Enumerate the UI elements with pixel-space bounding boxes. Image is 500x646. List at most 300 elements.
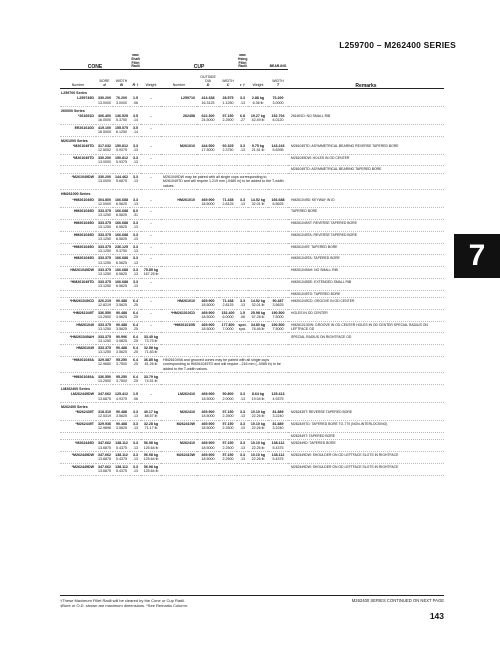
- table-row: [60, 298, 444, 310]
- cup-fillet-radius: spcl. spcl.: [238, 322, 247, 331]
- remarks: HM261049TA: TAPERED BORE: [288, 255, 444, 267]
- cone-weight: 56.98 kg 125.64 lb: [141, 452, 161, 464]
- cup-outside-diameter: [197, 208, 219, 220]
- cup-outside-diameter: 414.338 16.3125: [197, 95, 219, 106]
- remarks: M262449T: TAPERED BORE: [288, 432, 444, 440]
- cup-weight: [248, 208, 268, 220]
- cup-fillet-radius: [237, 154, 248, 166]
- cup-number: [161, 267, 197, 279]
- cup-fillet-radius: 3.3 .13: [237, 143, 248, 154]
- cup-outside-diameter: [197, 432, 219, 440]
- remarks: 261691D: NO SMALL RIB: [288, 113, 444, 124]
- cone-fillet-radius: 3.3 .13: [130, 154, 141, 166]
- cone-width: 90.488 3.5625: [113, 309, 130, 321]
- table-row: [60, 333, 444, 345]
- series-heading: M262400 Series: [61, 405, 88, 410]
- cup-width: 71.438 2.8125: [219, 196, 237, 207]
- cone-width: 166.688 6.5625: [115, 232, 128, 242]
- cone-number: *M262449DW: [60, 452, 96, 464]
- cone-fillet-radius: 3.3 .13: [130, 409, 141, 420]
- cone-number-header: Number: [60, 70, 96, 89]
- cone-width: 166.688 6.5625: [115, 268, 128, 277]
- cup-number: [161, 463, 197, 475]
- remarks-header: Remarks: [288, 54, 444, 89]
- bearing-width: [268, 231, 288, 243]
- remarks: HM261010DW: GROOVE IN OD CENTER HOLES IN OD CENTER SPECIAL RADIUS ON LEFTFACE OD: [288, 321, 444, 333]
- cone-bore: 336.550 13.2500: [98, 374, 111, 383]
- remarks: [288, 373, 444, 385]
- bearing-width-header: WIDTH T: [268, 70, 288, 89]
- cone-width: 76.200 3.0000: [113, 95, 130, 106]
- cup-fillet-radius: [237, 243, 248, 255]
- cone-width: 166.688 6.5625: [115, 279, 128, 289]
- cone-fillet-radius: 6.4 .25: [130, 345, 141, 357]
- cone-bore: 330.200 13.0000: [98, 155, 111, 164]
- cup-width: [219, 432, 237, 440]
- cone-fillet-radius: 3.3 .13: [130, 420, 141, 432]
- cup-outside-diameter: 469.900 18.5000: [197, 420, 219, 432]
- cone-bore: [96, 166, 113, 174]
- footnote: †These Maximum Fillet Radii will be cleared by the Cone or Cup Radii.: [60, 598, 186, 603]
- continued-notice: M262400 SERIES CONTINUED ON NEXT PAGE: [351, 598, 444, 603]
- cup-fillet-radius: [237, 255, 248, 267]
- cone-fillet-radius: [130, 432, 141, 440]
- cup-number: [161, 290, 197, 298]
- cone-weight: 33.79 kg 74.51 lb: [141, 373, 161, 385]
- series-heading-row: [60, 190, 444, 197]
- cup-number: [161, 154, 197, 166]
- cone-fillet-radius: 3.3 .13: [130, 143, 141, 154]
- remarks: [288, 124, 444, 136]
- cup-weight: [248, 278, 268, 290]
- cup-width: [219, 208, 237, 220]
- cone-number: *HM261049D: [60, 196, 96, 207]
- cup-outside-diameter: [197, 267, 219, 279]
- cup-width: [219, 463, 237, 475]
- cone-number: *HM261049D: [60, 243, 96, 255]
- cup-outside-diameter: 469.900 18.5000: [197, 309, 219, 321]
- table-row: [60, 309, 444, 321]
- cone-number: [60, 166, 96, 174]
- cup-width: 57.150 2.2500: [219, 113, 237, 124]
- cup-outside-diameter: 469.900 18.5000: [197, 440, 219, 452]
- cone-width: 138.112 5.4375: [113, 440, 130, 452]
- remarks: M261049TD: ASYMMETRICAL BEARING REVERSE TAPERED BORE: [288, 143, 444, 154]
- footnotes: [60, 598, 188, 608]
- bearing-width: 143.243 5.6395: [268, 143, 288, 154]
- cone-width: 90.996 3.5825: [113, 333, 130, 345]
- cup-weight: [248, 166, 268, 174]
- cone-width: 138.112 5.4375: [113, 463, 130, 475]
- bearing-width: 190.500 7.5000: [268, 321, 288, 333]
- series-heading: L259700 Series: [61, 91, 87, 96]
- cone-bore: 318.310 12.5319: [98, 410, 111, 419]
- cone-fillet-radius: 3.3 .13: [130, 219, 141, 231]
- remarks: M262449DW: SHOULDER ON OD LEFTFACE SLOTS IN RIGHTFACE: [288, 463, 444, 475]
- cup-weight: 8.64 kg 19.04 lb: [248, 391, 268, 402]
- cup-number: [161, 255, 197, 267]
- cup-fillet-radius: 3.3 .13: [237, 298, 248, 310]
- cone-r-header: R †: [130, 70, 141, 89]
- cup-fillet-radius: [237, 333, 248, 345]
- cup-outside-diameter: [197, 345, 219, 357]
- cone-width: 144.462 5.6875: [113, 173, 130, 189]
- cone-weight: -: [141, 208, 161, 220]
- cone-number: HM261049D: [60, 255, 96, 267]
- table-row: [60, 290, 444, 298]
- cone-weight: -: [141, 298, 161, 310]
- cup-outside-diameter: [197, 154, 219, 166]
- cup-weight: 10.10 kg 22.26 lb: [248, 452, 268, 464]
- cup-number: [161, 219, 197, 231]
- cone-number: *M262449DW: [60, 463, 96, 475]
- cup-width: 71.438 2.8125: [219, 298, 237, 310]
- cup-width: [219, 154, 237, 166]
- cup-number: M262410W: [161, 420, 197, 432]
- bearing-width: 152.704 6.0120: [268, 113, 288, 124]
- cone-fillet-radius: 3.3 .13: [130, 440, 141, 452]
- remarks: [288, 95, 444, 106]
- cone-width: 90.488 3.5625: [113, 298, 130, 310]
- remarks: HM261049XT: REVERSE TAPERED BORE: [288, 219, 444, 231]
- bearing-width: [268, 243, 288, 255]
- cup-width: 57.150 2.2500: [219, 409, 237, 420]
- cup-weight: [248, 463, 268, 475]
- cone-weight: -: [141, 124, 161, 136]
- cone-weight: -: [141, 219, 161, 231]
- table-row: [60, 278, 444, 290]
- cup-number: 262458: [161, 113, 197, 124]
- cone-weight: 56.98 kg 125.64 lb: [141, 463, 161, 475]
- cup-fillet-radius: 3.3 .13: [237, 440, 248, 452]
- bearing-width: [268, 432, 288, 440]
- cup-number: [161, 432, 197, 440]
- cone-bore: 333.375 13.1250: [98, 279, 111, 289]
- cup-fillet-radius: [237, 345, 248, 357]
- cone-bore: 333.375 13.1250: [98, 221, 111, 230]
- cup-width: [219, 290, 237, 298]
- cone-number: [60, 432, 96, 440]
- cup-width: [219, 231, 237, 243]
- cone-width: 150.812 5.9375: [115, 155, 128, 164]
- cone-bore: 333.375 13.1250: [98, 334, 111, 343]
- cone-number: EE261610D: [60, 124, 96, 136]
- cone-bore: 333.375 13.1250: [98, 268, 111, 277]
- table-row: [60, 409, 444, 420]
- cup-number: [161, 333, 197, 345]
- cone-bore: [96, 432, 113, 440]
- cup-weight: [248, 154, 268, 166]
- series-heading-row: [60, 385, 444, 392]
- bearing-width: [268, 333, 288, 345]
- cup-fillet-radius: 3.3 .13: [237, 420, 248, 432]
- cup-fillet-radius: [237, 278, 248, 290]
- cone-fillet-radius: 3.3 .13: [130, 255, 141, 267]
- cup-width: [219, 166, 237, 174]
- cone-fillet-radius: 6.4 .25: [130, 356, 141, 372]
- cone-number: *M261049TD: [60, 143, 96, 154]
- cone-bore: 406.400 16.0000: [98, 114, 111, 123]
- table-row: [60, 143, 444, 154]
- remarks: [288, 173, 444, 189]
- series-heading-row: [60, 403, 444, 410]
- cone-fillet-radius: 1.5 .06: [130, 391, 141, 402]
- remarks: HM261049D: KEYWAY IN ID: [288, 196, 444, 207]
- cone-width: 166.688 6.5625: [115, 197, 128, 206]
- remarks: M262449D: TAPERED BORE: [288, 440, 444, 452]
- cone-bore: 329.387 12.9680: [96, 356, 113, 372]
- cone-number: *261691D: [60, 113, 96, 124]
- cone-width: 136.525 5.3750: [115, 114, 128, 123]
- footer-divider: [60, 595, 444, 596]
- cone-number: HM261049: [60, 321, 96, 333]
- cup-outside-diameter: 622.300 24.5000: [197, 113, 219, 124]
- bearing-width: 90.487 3.5625: [268, 298, 288, 310]
- cup-fillet-radius: [237, 124, 248, 136]
- cup-outside-diameter: [197, 231, 219, 243]
- cup-number: [161, 124, 197, 136]
- cone-fillet-radius: 3.5 .14: [130, 124, 141, 136]
- cup-weight: [248, 290, 268, 298]
- remarks: HM261049CD: GROOVE IN OD CENTER: [288, 298, 444, 310]
- cup-fillet-radius: [237, 219, 248, 231]
- cup-weight: 14.52 kg 32.01 lb: [248, 196, 268, 207]
- table-row: [60, 463, 444, 475]
- cone-bore: 333.375 13.1250: [98, 346, 111, 355]
- cone-bore: 330.200 13.0000: [98, 96, 111, 105]
- cone-bore: 333.375 13.1250: [98, 244, 111, 253]
- cone-fillet-radius: [130, 166, 141, 174]
- cup-width: [219, 243, 237, 255]
- cone-bore: 347.662 13.6875: [98, 453, 111, 462]
- cone-number: HM261049D: [60, 219, 96, 231]
- cup-weight: 9.75 kg 21.51 lb: [248, 143, 268, 154]
- remarks: M261049TD: ASYMMETRICAL BEARING TAPERED BORE: [288, 166, 444, 174]
- cup-number: *HM261010B: [161, 321, 197, 333]
- cone-radius-header: Max Shaft Fillet Radii: [131, 54, 140, 69]
- cup-number: [161, 208, 197, 220]
- cone-fillet-radius: 8.0 .31: [130, 208, 141, 220]
- cone-width: 166.688 6.5625: [115, 209, 128, 218]
- remarks: [288, 345, 444, 357]
- cone-number: *M262449T: [60, 420, 96, 432]
- cup-weight: [248, 267, 268, 279]
- cone-number: *M262439T: [60, 409, 96, 420]
- cup-outside-diameter: [197, 463, 219, 475]
- cup-number: [161, 278, 197, 290]
- remarks: HM261049DE: EXTENDED SMALL RIB: [288, 278, 444, 290]
- cup-number: [161, 243, 197, 255]
- cup-weight: 34.80 kg 76.46 lb: [248, 321, 268, 333]
- bearing-header: BEAR-ING: [268, 54, 288, 70]
- remarks: [288, 356, 444, 372]
- bearing-table-container: [60, 54, 444, 476]
- cone-bore: 347.662 13.6875: [98, 464, 111, 474]
- cup-outside-diameter: 469.900 18.5000: [197, 452, 219, 464]
- table-row: [60, 267, 444, 279]
- cone-fillet-radius: 3.3 .13: [130, 173, 141, 189]
- cup-width: [219, 345, 237, 357]
- cone-fillet-radius: 3.3 .13: [130, 463, 141, 475]
- cone-bore: 347.662 13.6875: [98, 441, 111, 450]
- cone-fillet-radius: 6.4 .25: [130, 298, 141, 310]
- cup-radius-header: Max Hsing Fillet Radii: [238, 54, 248, 69]
- cup-fillet-radius: 3.3 .13: [237, 196, 248, 207]
- table-row: [60, 373, 444, 385]
- cone-width: 138.112 5.4375: [113, 452, 130, 464]
- cone-number: LM262449DW: [60, 391, 96, 402]
- cone-number: *HM261049A: [60, 356, 96, 372]
- cup-weight: 10.10 kg 22.26 lb: [248, 420, 268, 432]
- bearing-width: 81.889 3.2240: [268, 420, 288, 432]
- cup-fillet-radius: 6.8 .27: [237, 113, 248, 124]
- cone-bore: 333.375 13.1250: [98, 232, 111, 242]
- od-header: OUTSIDE DIA D: [197, 70, 219, 89]
- cup-width: 28.575 1.1250: [219, 95, 237, 106]
- cone-fillet-radius: 3.3 .13: [130, 278, 141, 290]
- bearing-table-body: [60, 89, 444, 475]
- cup-outside-diameter: 469.900 18.5000: [197, 298, 219, 310]
- cup-width: 57.150 2.2500: [219, 440, 237, 452]
- cup-fillet-radius: [237, 267, 248, 279]
- cup-number: M261010: [161, 143, 197, 154]
- cone-number: [60, 290, 96, 298]
- pairing-note: M261049DW may be paired with all single cups corresponding to M261049TD and will require 1.219 mm (.0480 in) to be added to the T-width values.: [161, 173, 288, 189]
- cone-number: HM261049D: [60, 231, 96, 243]
- cup-width-header: WIDTH C: [219, 70, 237, 89]
- pairing-note: HM261049A and grooved cones may be paired with all single cups corresponding to HM261049TD and will require -.216 mm (-.0085 in) to be added to the T-width values.: [161, 356, 288, 372]
- bearing-width: [268, 219, 288, 231]
- cone-width: 150.812 5.9375: [115, 143, 128, 153]
- table-row: [60, 219, 444, 231]
- cone-fillet-radius: [130, 290, 141, 298]
- cup-number: HM261010: [161, 298, 197, 310]
- table-row: [60, 420, 444, 432]
- cone-width: 90.488 3.5625: [113, 345, 130, 357]
- cup-weight: [248, 345, 268, 357]
- cone-number: HM261049D: [60, 208, 96, 220]
- cone-fillet-radius: 3.3 .13: [130, 231, 141, 243]
- bearing-width: 190.500 7.5000: [268, 309, 288, 321]
- cup-width: [219, 124, 237, 136]
- cup-outside-diameter: 469.900 18.5000: [197, 321, 219, 333]
- cup-weight: 2.88 kg 6.36 lb: [248, 95, 268, 106]
- cone-bore: [96, 290, 113, 298]
- bore-header: BORE d: [96, 70, 113, 89]
- bearing-width: 138.112 5.4375: [268, 440, 288, 452]
- cone-fillet-radius: 3.3 .13: [130, 267, 141, 279]
- table-row: [60, 391, 444, 402]
- cup-weight: [248, 333, 268, 345]
- cone-bore: 329.936 12.9896: [98, 422, 111, 431]
- bearing-table: [60, 54, 444, 476]
- bearing-width: [268, 208, 288, 220]
- cup-outside-diameter: 469.900 18.5000: [197, 409, 219, 420]
- remarks: HM261049T: TAPERED BORE: [288, 243, 444, 255]
- cup-fillet-radius: [237, 166, 248, 174]
- remarks: M262449TD: TAPERED BORE TO-770 (NON-INTERLOCKING): [288, 420, 444, 432]
- cone-width: 236.125 9.3750: [115, 244, 128, 253]
- footnote: ‡Bore or O.D. shown are maximum dimensions. *See Remarks Column.: [60, 603, 189, 608]
- series-heading-row: [60, 107, 444, 114]
- cup-weight: 10.10 kg 22.26 lb: [248, 440, 268, 452]
- cone-fillet-radius: 3.3 .13: [130, 452, 141, 464]
- cone-weight: -: [141, 278, 161, 290]
- cone-number: *M262449D: [60, 440, 96, 452]
- cone-weight: [141, 290, 161, 298]
- cup-number: [161, 166, 197, 174]
- remarks: [288, 391, 444, 402]
- cup-outside-diameter: 444.500 17.5000: [197, 143, 219, 154]
- bearing-width: 138.112 5.4375: [268, 452, 288, 464]
- cone-weight: [141, 166, 161, 174]
- cup-width: [219, 255, 237, 267]
- cone-number: *HM261049TD: [60, 278, 96, 290]
- cone-weight: 36.85 kg 81.26 lb: [141, 356, 161, 372]
- bearing-width: [268, 278, 288, 290]
- cup-width: 50.800 2.0000: [219, 391, 237, 402]
- cup-number: M262410: [161, 440, 197, 452]
- table-row: [60, 452, 444, 464]
- table-row: [60, 255, 444, 267]
- cone-bore: 419.100 16.5000: [98, 126, 111, 135]
- cone-weight: -: [141, 196, 161, 207]
- cone-weight: -: [141, 143, 161, 154]
- chapter-tab: 7: [454, 234, 500, 278]
- table-row: [60, 440, 444, 452]
- series-heading: LM262400 Series: [61, 387, 90, 392]
- cup-outside-diameter: [197, 278, 219, 290]
- page-number: 143: [429, 611, 444, 621]
- cup-width: [219, 333, 237, 345]
- bearing-width: [268, 290, 288, 298]
- cone-weight: 40.17 kg 88.57 lb: [141, 409, 161, 420]
- remarks: M262439T: REVERSE TAPERED BORE: [288, 409, 444, 420]
- cup-weight: 14.52 kg 32.01 lb: [248, 298, 268, 310]
- cone-bore: 333.375 13.1250: [98, 209, 111, 218]
- cup-number: HM261010: [161, 196, 197, 207]
- cup-outside-diameter: [197, 219, 219, 231]
- cup-weight: [248, 255, 268, 267]
- cup-weight-header: Weight: [248, 70, 268, 89]
- remarks: HM261049AH: NO SMALL RIB: [288, 267, 444, 279]
- cup-weight: [248, 124, 268, 136]
- bearing-width: 76.200 3.0000: [268, 95, 288, 106]
- cup-weight: 10.10 kg 22.26 lb: [248, 409, 268, 420]
- cup-number: M262410W: [161, 452, 197, 464]
- cup-fillet-radius: [237, 290, 248, 298]
- bearing-width: 125.413 4.9375: [268, 391, 288, 402]
- cup-weight: [248, 432, 268, 440]
- cup-width: [219, 219, 237, 231]
- cup-number: [161, 231, 197, 243]
- cup-fillet-radius: [237, 463, 248, 475]
- cup-fillet-radius: 1.5 .06: [237, 309, 248, 321]
- cone-fillet-radius: 6.4 .25: [130, 333, 141, 345]
- cone-weight: 33.45 kg 73.75 lb: [141, 333, 161, 345]
- cone-weight: 75.85 kg 167.25 lb: [141, 267, 161, 279]
- remarks: HOLES IN OD CENTER: [288, 309, 444, 321]
- cup-number: M262410: [161, 409, 197, 420]
- table-row: [60, 432, 444, 440]
- cup-outside-diameter: 469.900 18.5000: [197, 391, 219, 402]
- cone-width: 90.488 3.5625: [113, 420, 130, 432]
- cone-fillet-radius: 6.4 .25: [130, 321, 141, 333]
- series-heading: M261000 Series: [61, 138, 88, 143]
- cup-fillet-radius: 3.3 .13: [237, 95, 248, 106]
- cone-bore: 333.375 13.1250: [98, 322, 111, 331]
- series-heading-row: [60, 89, 444, 96]
